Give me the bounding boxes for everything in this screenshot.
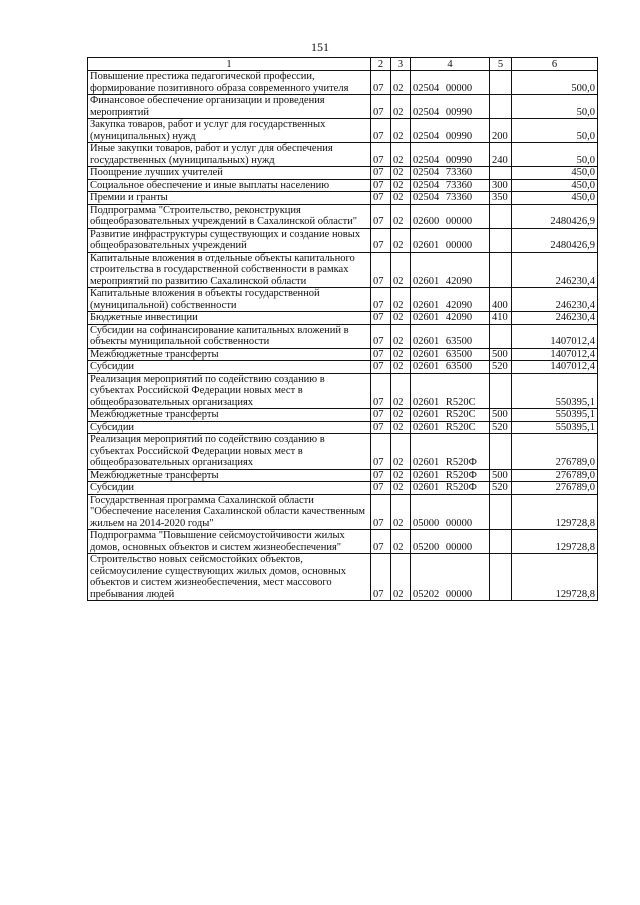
- amount: 450,0: [512, 192, 598, 205]
- target-article-code: 02601 R520Ф: [411, 434, 490, 470]
- item-name: Реализация мероприятий по содействию созданию в субъектах Российской Федерации новых мест в общеобразовательных организациях: [88, 373, 371, 409]
- target-article-code: 02504 00990: [411, 143, 490, 167]
- amount: 1407012,4: [512, 324, 598, 348]
- section-code: 07: [371, 192, 391, 205]
- expense-type-code: 500: [490, 409, 512, 422]
- expense-type-code: 410: [490, 312, 512, 325]
- item-name: Субсидии: [88, 421, 371, 434]
- target-article-code: 02601 42090: [411, 288, 490, 312]
- section-code: 07: [371, 554, 391, 601]
- item-name: Закупка товаров, работ и услуг для государственных (муниципальных) нужд: [88, 119, 371, 143]
- target-article-code: 02601 R520C: [411, 409, 490, 422]
- table-row: [88, 143, 598, 167]
- expense-type-code: [490, 167, 512, 180]
- table-row: [88, 373, 598, 409]
- item-name: Подпрограмма "Повышение сейсмоустойчивости жилых домов, основных объектов и систем жизнеобеспечения": [88, 530, 371, 554]
- table-row: [88, 119, 598, 143]
- expense-type-code: [490, 373, 512, 409]
- section-code: 07: [371, 252, 391, 288]
- table-row: [88, 434, 598, 470]
- budget-table: [87, 57, 598, 601]
- column-header: 2: [371, 58, 391, 71]
- target-article-code: 02601 63500: [411, 361, 490, 374]
- expense-type-code: 500: [490, 469, 512, 482]
- table-row: [88, 228, 598, 252]
- section-code: 07: [371, 373, 391, 409]
- target-article-code: 05202 00000: [411, 554, 490, 601]
- subsection-code: 02: [391, 167, 411, 180]
- item-name: Государственная программа Сахалинской области "Обеспечение населения Сахалинской области качественным жильем на 2014-2020 годы": [88, 494, 371, 530]
- amount: 450,0: [512, 179, 598, 192]
- subsection-code: 02: [391, 252, 411, 288]
- table-row: [88, 192, 598, 205]
- expense-type-code: [490, 95, 512, 119]
- item-name: Капитальные вложения в отдельные объекты капитального строительства в государственной собственности в рамках мероприятий по развитию Сахалинской области: [88, 252, 371, 288]
- table-row: [88, 554, 598, 601]
- item-name: Подпрограмма "Строительство, реконструкция общеобразовательных учреждений в Сахалинской области": [88, 204, 371, 228]
- amount: 550395,1: [512, 373, 598, 409]
- table-row: [88, 409, 598, 422]
- item-name: Межбюджетные трансферты: [88, 348, 371, 361]
- expense-type-code: 300: [490, 179, 512, 192]
- target-article-code: 05000 00000: [411, 494, 490, 530]
- table-row: [88, 324, 598, 348]
- expense-type-code: [490, 252, 512, 288]
- expense-type-code: 200: [490, 119, 512, 143]
- subsection-code: 02: [391, 143, 411, 167]
- table-row: [88, 348, 598, 361]
- item-name: Субсидии на софинансирование капитальных вложений в объекты муниципальной собственности: [88, 324, 371, 348]
- subsection-code: 02: [391, 434, 411, 470]
- item-name: Субсидии: [88, 361, 371, 374]
- expense-type-code: 240: [490, 143, 512, 167]
- amount: 50,0: [512, 119, 598, 143]
- subsection-code: 02: [391, 192, 411, 205]
- item-name: Межбюджетные трансферты: [88, 469, 371, 482]
- amount: 129728,8: [512, 554, 598, 601]
- item-name: Поощрение лучших учителей: [88, 167, 371, 180]
- table-row: [88, 179, 598, 192]
- table-row: [88, 71, 598, 95]
- subsection-code: 02: [391, 494, 411, 530]
- target-article-code: 02601 R520Ф: [411, 482, 490, 495]
- section-code: 07: [371, 204, 391, 228]
- target-article-code: 02601 63500: [411, 324, 490, 348]
- table-body: [88, 71, 598, 601]
- target-article-code: 02601 42090: [411, 252, 490, 288]
- table-row: [88, 421, 598, 434]
- target-article-code: 02504 00990: [411, 95, 490, 119]
- amount: 450,0: [512, 167, 598, 180]
- amount: 2480426,9: [512, 228, 598, 252]
- amount: 50,0: [512, 143, 598, 167]
- page-number: 151: [311, 40, 329, 54]
- section-code: 07: [371, 288, 391, 312]
- target-article-code: 02600 00000: [411, 204, 490, 228]
- target-article-code: 05200 00000: [411, 530, 490, 554]
- section-code: 07: [371, 179, 391, 192]
- subsection-code: 02: [391, 324, 411, 348]
- subsection-code: 02: [391, 421, 411, 434]
- target-article-code: 02504 73360: [411, 192, 490, 205]
- column-header: 1: [88, 58, 371, 71]
- section-code: 07: [371, 143, 391, 167]
- subsection-code: 02: [391, 361, 411, 374]
- amount: 276789,0: [512, 469, 598, 482]
- item-name: Строительство новых сейсмостойких объектов, сейсмоусиление существующих жилых домов, основных объектов и систем жизнеобеспечения, мест массового пребывания людей: [88, 554, 371, 601]
- subsection-code: 02: [391, 179, 411, 192]
- target-article-code: 02601 00000: [411, 228, 490, 252]
- table-row: [88, 288, 598, 312]
- expense-type-code: [490, 494, 512, 530]
- amount: 1407012,4: [512, 348, 598, 361]
- expense-type-code: [490, 324, 512, 348]
- item-name: Субсидии: [88, 482, 371, 495]
- expense-type-code: [490, 228, 512, 252]
- amount: 276789,0: [512, 434, 598, 470]
- expense-type-code: 400: [490, 288, 512, 312]
- subsection-code: 02: [391, 204, 411, 228]
- item-name: Иные закупки товаров, работ и услуг для обеспечения государственных (муниципальных) нужд: [88, 143, 371, 167]
- item-name: Капитальные вложения в объекты государственной (муниципальной) собственности: [88, 288, 371, 312]
- subsection-code: 02: [391, 228, 411, 252]
- section-code: 07: [371, 95, 391, 119]
- subsection-code: 02: [391, 348, 411, 361]
- subsection-code: 02: [391, 469, 411, 482]
- amount: 550395,1: [512, 421, 598, 434]
- section-code: 07: [371, 494, 391, 530]
- target-article-code: 02504 73360: [411, 179, 490, 192]
- amount: 246230,4: [512, 312, 598, 325]
- section-code: 07: [371, 71, 391, 95]
- amount: 129728,8: [512, 494, 598, 530]
- section-code: 07: [371, 482, 391, 495]
- target-article-code: 02601 R520C: [411, 373, 490, 409]
- table-row: [88, 204, 598, 228]
- amount: 550395,1: [512, 409, 598, 422]
- amount: 246230,4: [512, 252, 598, 288]
- subsection-code: 02: [391, 312, 411, 325]
- section-code: 07: [371, 119, 391, 143]
- column-header: 6: [512, 58, 598, 71]
- section-code: 07: [371, 348, 391, 361]
- expense-type-code: 520: [490, 361, 512, 374]
- target-article-code: 02601 R520C: [411, 421, 490, 434]
- expense-type-code: [490, 554, 512, 601]
- table-row: [88, 469, 598, 482]
- section-code: 07: [371, 434, 391, 470]
- amount: 2480426,9: [512, 204, 598, 228]
- expense-type-code: 520: [490, 482, 512, 495]
- item-name: Развитие инфраструктуры существующих и создание новых общеобразовательных учреждений: [88, 228, 371, 252]
- table-row: [88, 482, 598, 495]
- expense-type-code: 520: [490, 421, 512, 434]
- item-name: Бюджетные инвестиции: [88, 312, 371, 325]
- subsection-code: 02: [391, 373, 411, 409]
- table-header-row: [88, 58, 598, 71]
- column-header: 5: [490, 58, 512, 71]
- subsection-code: 02: [391, 119, 411, 143]
- target-article-code: 02504 00990: [411, 119, 490, 143]
- subsection-code: 02: [391, 71, 411, 95]
- section-code: 07: [371, 469, 391, 482]
- table-row: [88, 494, 598, 530]
- column-header: 3: [391, 58, 411, 71]
- amount: 246230,4: [512, 288, 598, 312]
- item-name: Повышение престижа педагогической профессии, формирование позитивного образа современного учителя: [88, 71, 371, 95]
- table-row: [88, 95, 598, 119]
- subsection-code: 02: [391, 554, 411, 601]
- target-article-code: 02601 63500: [411, 348, 490, 361]
- section-code: 07: [371, 324, 391, 348]
- subsection-code: 02: [391, 530, 411, 554]
- section-code: 07: [371, 312, 391, 325]
- item-name: Финансовое обеспечение организации и проведения мероприятий: [88, 95, 371, 119]
- item-name: Премии и гранты: [88, 192, 371, 205]
- subsection-code: 02: [391, 288, 411, 312]
- table-row: [88, 361, 598, 374]
- table-row: [88, 252, 598, 288]
- expense-type-code: [490, 530, 512, 554]
- section-code: 07: [371, 409, 391, 422]
- target-article-code: 02601 42090: [411, 312, 490, 325]
- subsection-code: 02: [391, 95, 411, 119]
- expense-type-code: 350: [490, 192, 512, 205]
- amount: 500,0: [512, 71, 598, 95]
- column-header: 4: [411, 58, 490, 71]
- expense-type-code: [490, 204, 512, 228]
- section-code: 07: [371, 167, 391, 180]
- item-name: Межбюджетные трансферты: [88, 409, 371, 422]
- amount: 129728,8: [512, 530, 598, 554]
- subsection-code: 02: [391, 409, 411, 422]
- expense-type-code: [490, 71, 512, 95]
- amount: 276789,0: [512, 482, 598, 495]
- section-code: 07: [371, 228, 391, 252]
- expense-type-code: [490, 434, 512, 470]
- amount: 1407012,4: [512, 361, 598, 374]
- section-code: 07: [371, 530, 391, 554]
- section-code: 07: [371, 421, 391, 434]
- target-article-code: 02504 73360: [411, 167, 490, 180]
- target-article-code: 02504 00000: [411, 71, 490, 95]
- target-article-code: 02601 R520Ф: [411, 469, 490, 482]
- expense-type-code: 500: [490, 348, 512, 361]
- amount: 50,0: [512, 95, 598, 119]
- item-name: Реализация мероприятий по содействию созданию в субъектах Российской Федерации новых мест в общеобразовательных организациях: [88, 434, 371, 470]
- section-code: 07: [371, 361, 391, 374]
- table-row: [88, 167, 598, 180]
- table-row: [88, 312, 598, 325]
- table-row: [88, 530, 598, 554]
- item-name: Социальное обеспечение и иные выплаты населению: [88, 179, 371, 192]
- subsection-code: 02: [391, 482, 411, 495]
